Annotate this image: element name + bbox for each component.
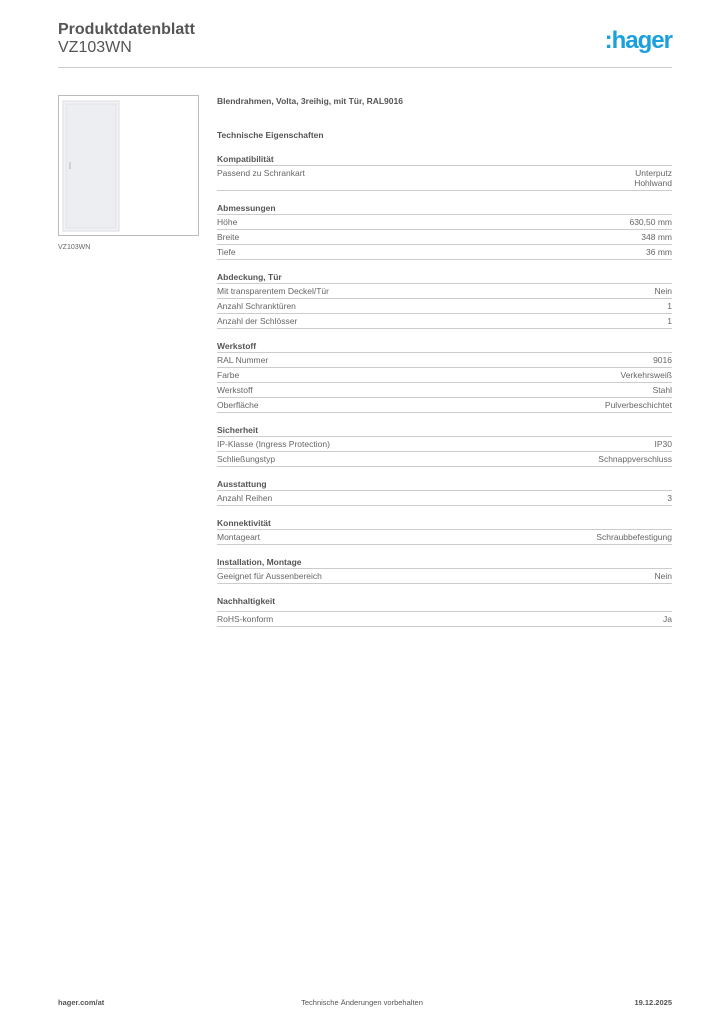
spec-value: IP30 [654, 439, 672, 449]
spec-row [217, 230, 672, 245]
section-heading: Installation, Montage [217, 557, 672, 569]
spec-row [217, 612, 672, 627]
spec-label: Farbe [217, 370, 240, 380]
spec-label: Anzahl Reihen [217, 493, 273, 503]
section-heading: Abdeckung, Tür [217, 272, 672, 284]
spec-value: 630,50 mm [629, 217, 672, 227]
spec-value: 1 [667, 316, 672, 326]
spec-row [217, 215, 672, 230]
spec-label: Anzahl Schranktüren [217, 301, 296, 311]
spec-row [217, 299, 672, 314]
section-heading: Kompatibilität [217, 154, 672, 166]
spec-section [217, 341, 672, 413]
door-frame-icon [59, 96, 198, 235]
footer-date: 19.12.2025 [634, 998, 672, 1007]
spec-row [217, 530, 672, 545]
spec-sections [217, 154, 672, 627]
spec-label: RoHS-konform [217, 614, 274, 624]
spec-value: 3 [667, 493, 672, 503]
spec-section [217, 596, 672, 627]
spec-label: Schließungstyp [217, 454, 276, 464]
spec-value: Pulverbeschichtet [604, 400, 672, 410]
section-heading: Nachhaltigkeit [217, 596, 672, 612]
spec-row [217, 245, 672, 260]
spec-row [217, 383, 672, 398]
spec-value: 9016 [653, 355, 672, 365]
spec-value: Nein [654, 571, 672, 581]
spec-row [217, 491, 672, 506]
spec-row [217, 314, 672, 329]
spec-label: RAL Nummer [217, 355, 269, 365]
spec-section [217, 557, 672, 584]
spec-value: Ja [663, 614, 672, 624]
spec-row [217, 398, 672, 413]
spec-value: Verkehrsweiß [620, 370, 672, 380]
spec-label: Höhe [217, 217, 238, 227]
footer-disclaimer: Technische Änderungen vorbehalten [301, 998, 423, 1007]
spec-label: Mit transparentem Deckel/Tür [217, 286, 329, 296]
product-image [58, 95, 199, 236]
image-caption: VZ103WN [58, 244, 91, 251]
spec-value: Stahl [652, 385, 672, 395]
spec-label: IP-Klasse (Ingress Protection) [217, 439, 330, 449]
spec-content [217, 96, 672, 627]
spec-label: Geeignet für Aussenbereich [217, 571, 322, 581]
spec-section [217, 518, 672, 545]
spec-row [217, 368, 672, 383]
header-divider [58, 67, 672, 68]
spec-value: 36 mm [646, 247, 672, 257]
spec-label: Oberfläche [217, 400, 259, 410]
spec-value: 348 mm [641, 232, 672, 242]
spec-label: Passend zu Schrankart [217, 168, 305, 178]
spec-section [217, 203, 672, 260]
section-heading: Sicherheit [217, 425, 672, 437]
product-code: VZ103WN [58, 39, 132, 56]
spec-label: Breite [217, 232, 240, 242]
tech-heading: Technische Eigenschaften [217, 130, 324, 140]
spec-label: Anzahl der Schlösser [217, 316, 298, 326]
spec-value: 1 [667, 301, 672, 311]
footer-website: hager.com/at [58, 998, 105, 1007]
spec-label: Montageart [217, 532, 260, 542]
hager-logo: :hager [604, 27, 672, 54]
spec-row [217, 353, 672, 368]
spec-section [217, 154, 672, 191]
spec-label: Tiefe [217, 247, 236, 257]
section-heading: Konnektivität [217, 518, 672, 530]
section-heading: Werkstoff [217, 341, 672, 353]
spec-label: Werkstoff [217, 385, 253, 395]
spec-value: Schraubbefestigung [596, 532, 672, 542]
spec-row [217, 437, 672, 452]
spec-value: Nein [654, 286, 672, 296]
spec-section [217, 272, 672, 329]
spec-section [217, 425, 672, 467]
spec-row [217, 569, 672, 584]
section-heading: Abmessungen [217, 203, 672, 215]
spec-section [217, 479, 672, 506]
product-name: Blendrahmen, Volta, 3reihig, mit Tür, RAL9016 [217, 96, 403, 106]
spec-row [217, 284, 672, 299]
page-title: Produktdatenblatt [58, 21, 195, 38]
spec-row [217, 452, 672, 467]
section-heading: Ausstattung [217, 479, 672, 491]
spec-value: Schnappverschluss [598, 454, 672, 464]
spec-value: Unterputz Hohlwand [634, 168, 672, 188]
spec-row [217, 166, 672, 191]
